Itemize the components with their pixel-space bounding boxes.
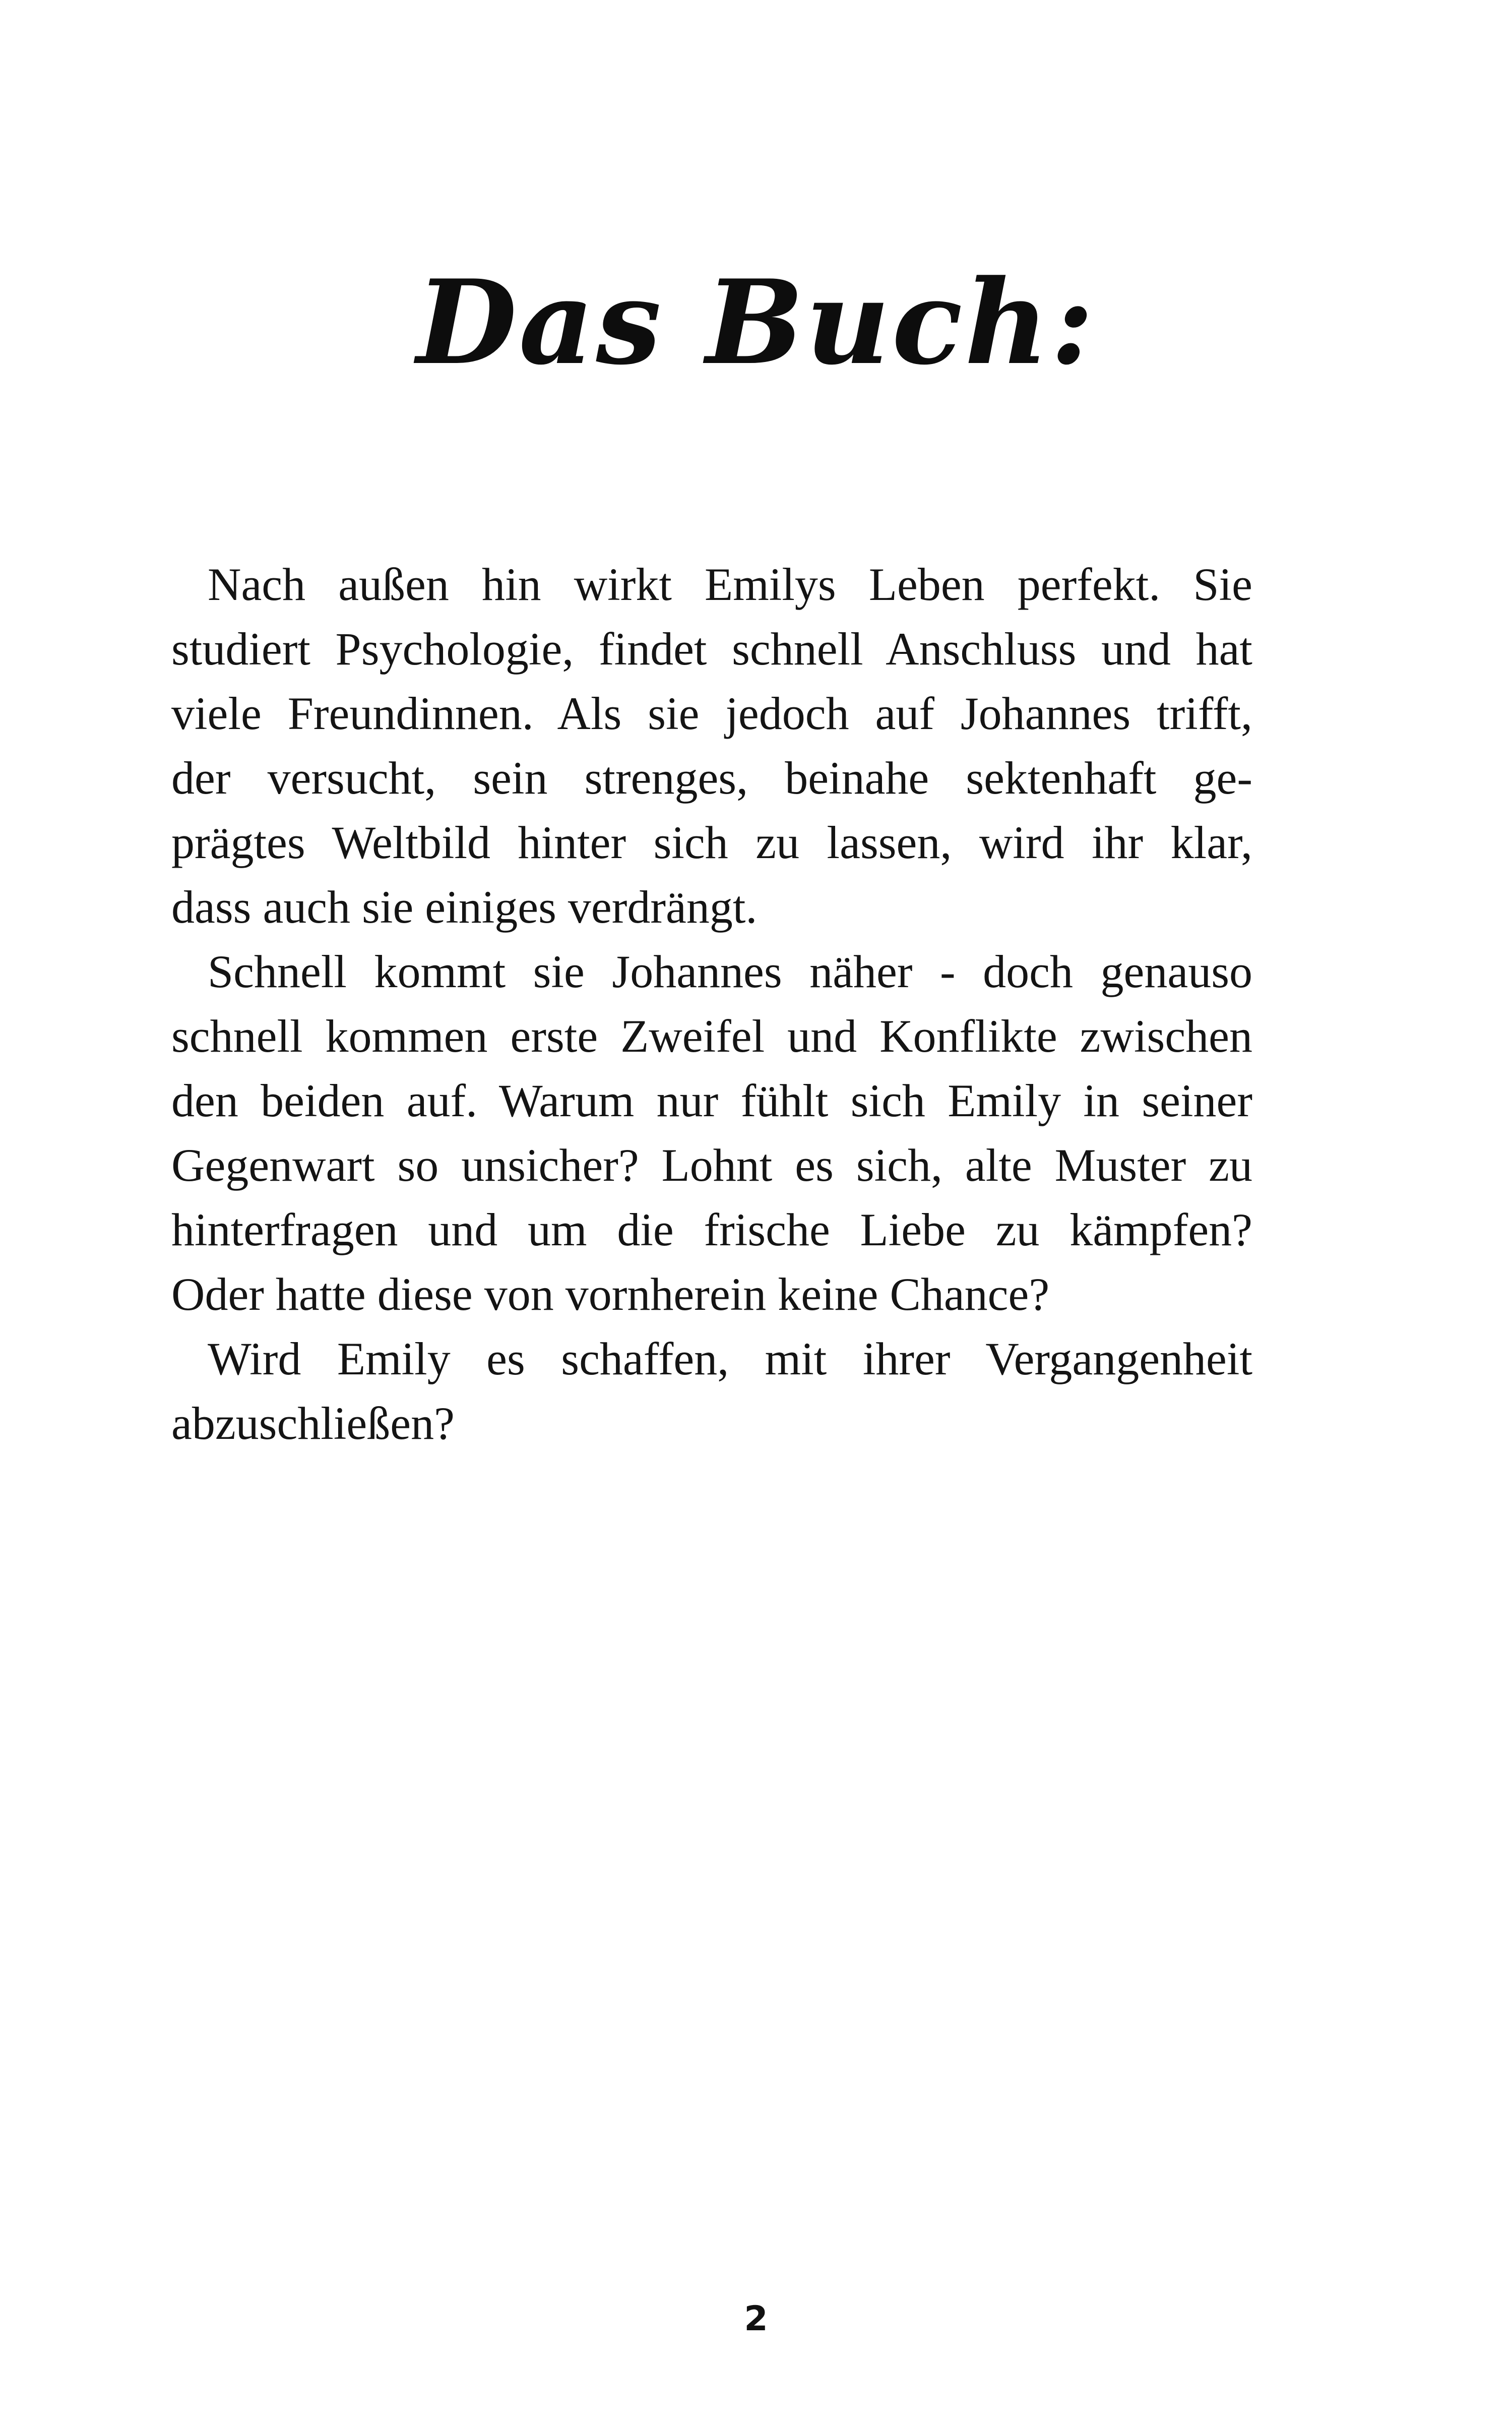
paragraph-1-line-2: studiert Psychologie, findet schnell Anschluss und hat <box>171 623 1252 675</box>
paragraph-1-line-4: der versucht, sein strenges, beinahe sektenhaft ge- <box>171 752 1252 804</box>
paragraph-1-line-1: Nach außen hin wirkt Emilys Leben perfekt. Sie <box>208 559 1252 610</box>
blurb-text <box>171 552 1252 1456</box>
paragraph-2-line-1: Schnell kommt sie Johannes näher - doch genauso <box>208 946 1252 997</box>
paragraph-3-line-2: abzuschließen? <box>171 1398 455 1449</box>
paragraph-1-line-3: viele Freundinnen. Als sie jedoch auf Johannes trifft, <box>171 688 1252 739</box>
paragraph-2-line-5: hinterfragen und um die frische Liebe zu kämpfen? <box>171 1204 1252 1255</box>
paragraph-1-line-5: prägtes Weltbild hinter sich zu lassen, wird ihr klar, <box>171 817 1252 868</box>
paragraph-2-line-6: Oder hatte diese von vornherein keine Chance? <box>171 1268 1050 1320</box>
paragraph-3-line-1: Wird Emily es schaffen, mit ihrer Vergangenheit <box>208 1333 1252 1384</box>
paragraph-2-line-3: den beiden auf. Warum nur fühlt sich Emily in seiner <box>171 1075 1252 1126</box>
paragraph-2-line-2: schnell kommen erste Zweifel und Konflikte zwischen <box>171 1010 1252 1062</box>
page-number: 2 <box>744 2299 768 2339</box>
paragraph-1-line-6: dass auch sie einiges verdrängt. <box>171 881 758 933</box>
paragraph-2-line-4: Gegenwart so unsicher? Lohnt es sich, alte Muster zu <box>171 1139 1252 1191</box>
page-title: Das Buch: <box>416 255 1096 391</box>
